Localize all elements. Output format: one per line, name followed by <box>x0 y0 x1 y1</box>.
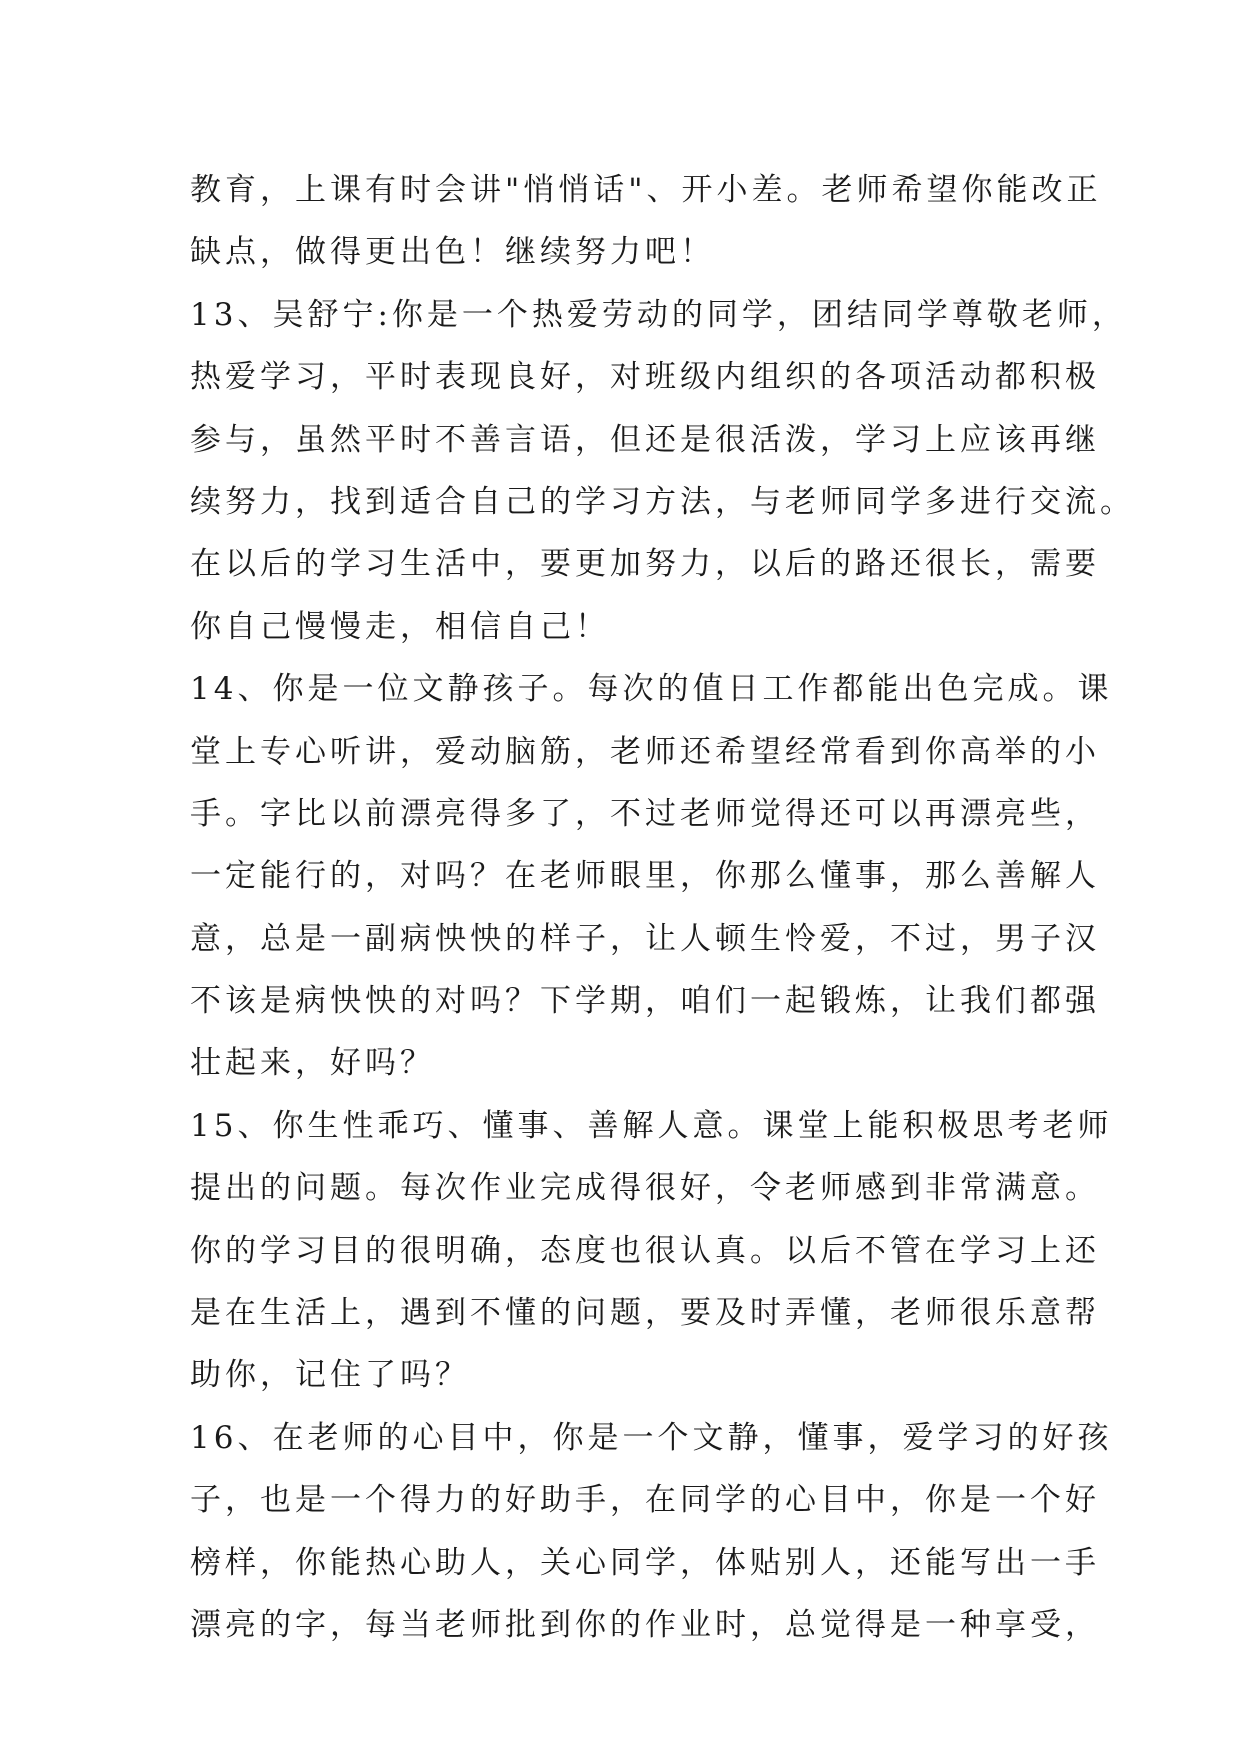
document-body <box>190 159 1135 1656</box>
text-line: 你的学习目的很明确，态度也很认真。以后不管在学习上还 <box>190 1232 1100 1269</box>
text-line: 不该是病怏怏的对吗？下学期，咱们一起锻炼，让我们都强 <box>190 983 1100 1020</box>
text-line: 16、在老师的心目中，你是一个文静，懂事，爱学习的好孩 <box>190 1419 1113 1456</box>
text-line: 提出的问题。每次作业完成得很好，令老师感到非常满意。 <box>190 1170 1100 1207</box>
text-line: 13、吴舒宁:你是一个热爱劳动的同学，团结同学尊敬老师， <box>190 296 1127 333</box>
text-line: 14、你是一位文静孩子。每次的值日工作都能出色完成。课 <box>190 671 1113 708</box>
text-line: 在以后的学习生活中，要更加努力，以后的路还很长，需要 <box>190 546 1100 583</box>
text-line: 15、你生性乖巧、懂事、善解人意。课堂上能积极思考老师 <box>190 1107 1113 1144</box>
text-line: 意，总是一副病怏怏的样子，让人顿生怜爱，不过，男子汉 <box>190 920 1100 957</box>
text-line: 壮起来，好吗？ <box>190 1045 435 1082</box>
text-line: 缺点，做得更出色！继续努力吧！ <box>190 234 715 271</box>
text-line: 手。字比以前漂亮得多了，不过老师觉得还可以再漂亮些， <box>190 795 1100 832</box>
text-line: 教育，上课有时会讲"悄悄话"、开小差。老师希望你能改正 <box>190 172 1102 208</box>
text-line: 助你，记住了吗？ <box>190 1357 470 1394</box>
text-line: 续努力，找到适合自己的学习方法，与老师同学多进行交流。 <box>190 483 1135 520</box>
text-line: 参与，虽然平时不善言语，但还是很活泼，学习上应该再继 <box>190 421 1100 458</box>
text-line: 热爱学习，平时表现良好，对班级内组织的各项活动都积极 <box>190 359 1100 396</box>
text-line: 是在生活上，遇到不懂的问题，要及时弄懂，老师很乐意帮 <box>190 1295 1100 1332</box>
text-line: 榜样，你能热心助人，关心同学，体贴别人，还能写出一手 <box>190 1544 1100 1581</box>
text-line: 漂亮的字，每当老师批到你的作业时，总觉得是一种享受， <box>190 1606 1100 1643</box>
text-line: 一定能行的，对吗？在老师眼里，你那么懂事，那么善解人 <box>190 858 1100 895</box>
text-line: 堂上专心听讲，爱动脑筋，老师还希望经常看到你高举的小 <box>190 733 1100 770</box>
text-line: 你自己慢慢走，相信自己！ <box>190 608 610 645</box>
text-line: 子，也是一个得力的好助手，在同学的心目中，你是一个好 <box>190 1482 1100 1519</box>
